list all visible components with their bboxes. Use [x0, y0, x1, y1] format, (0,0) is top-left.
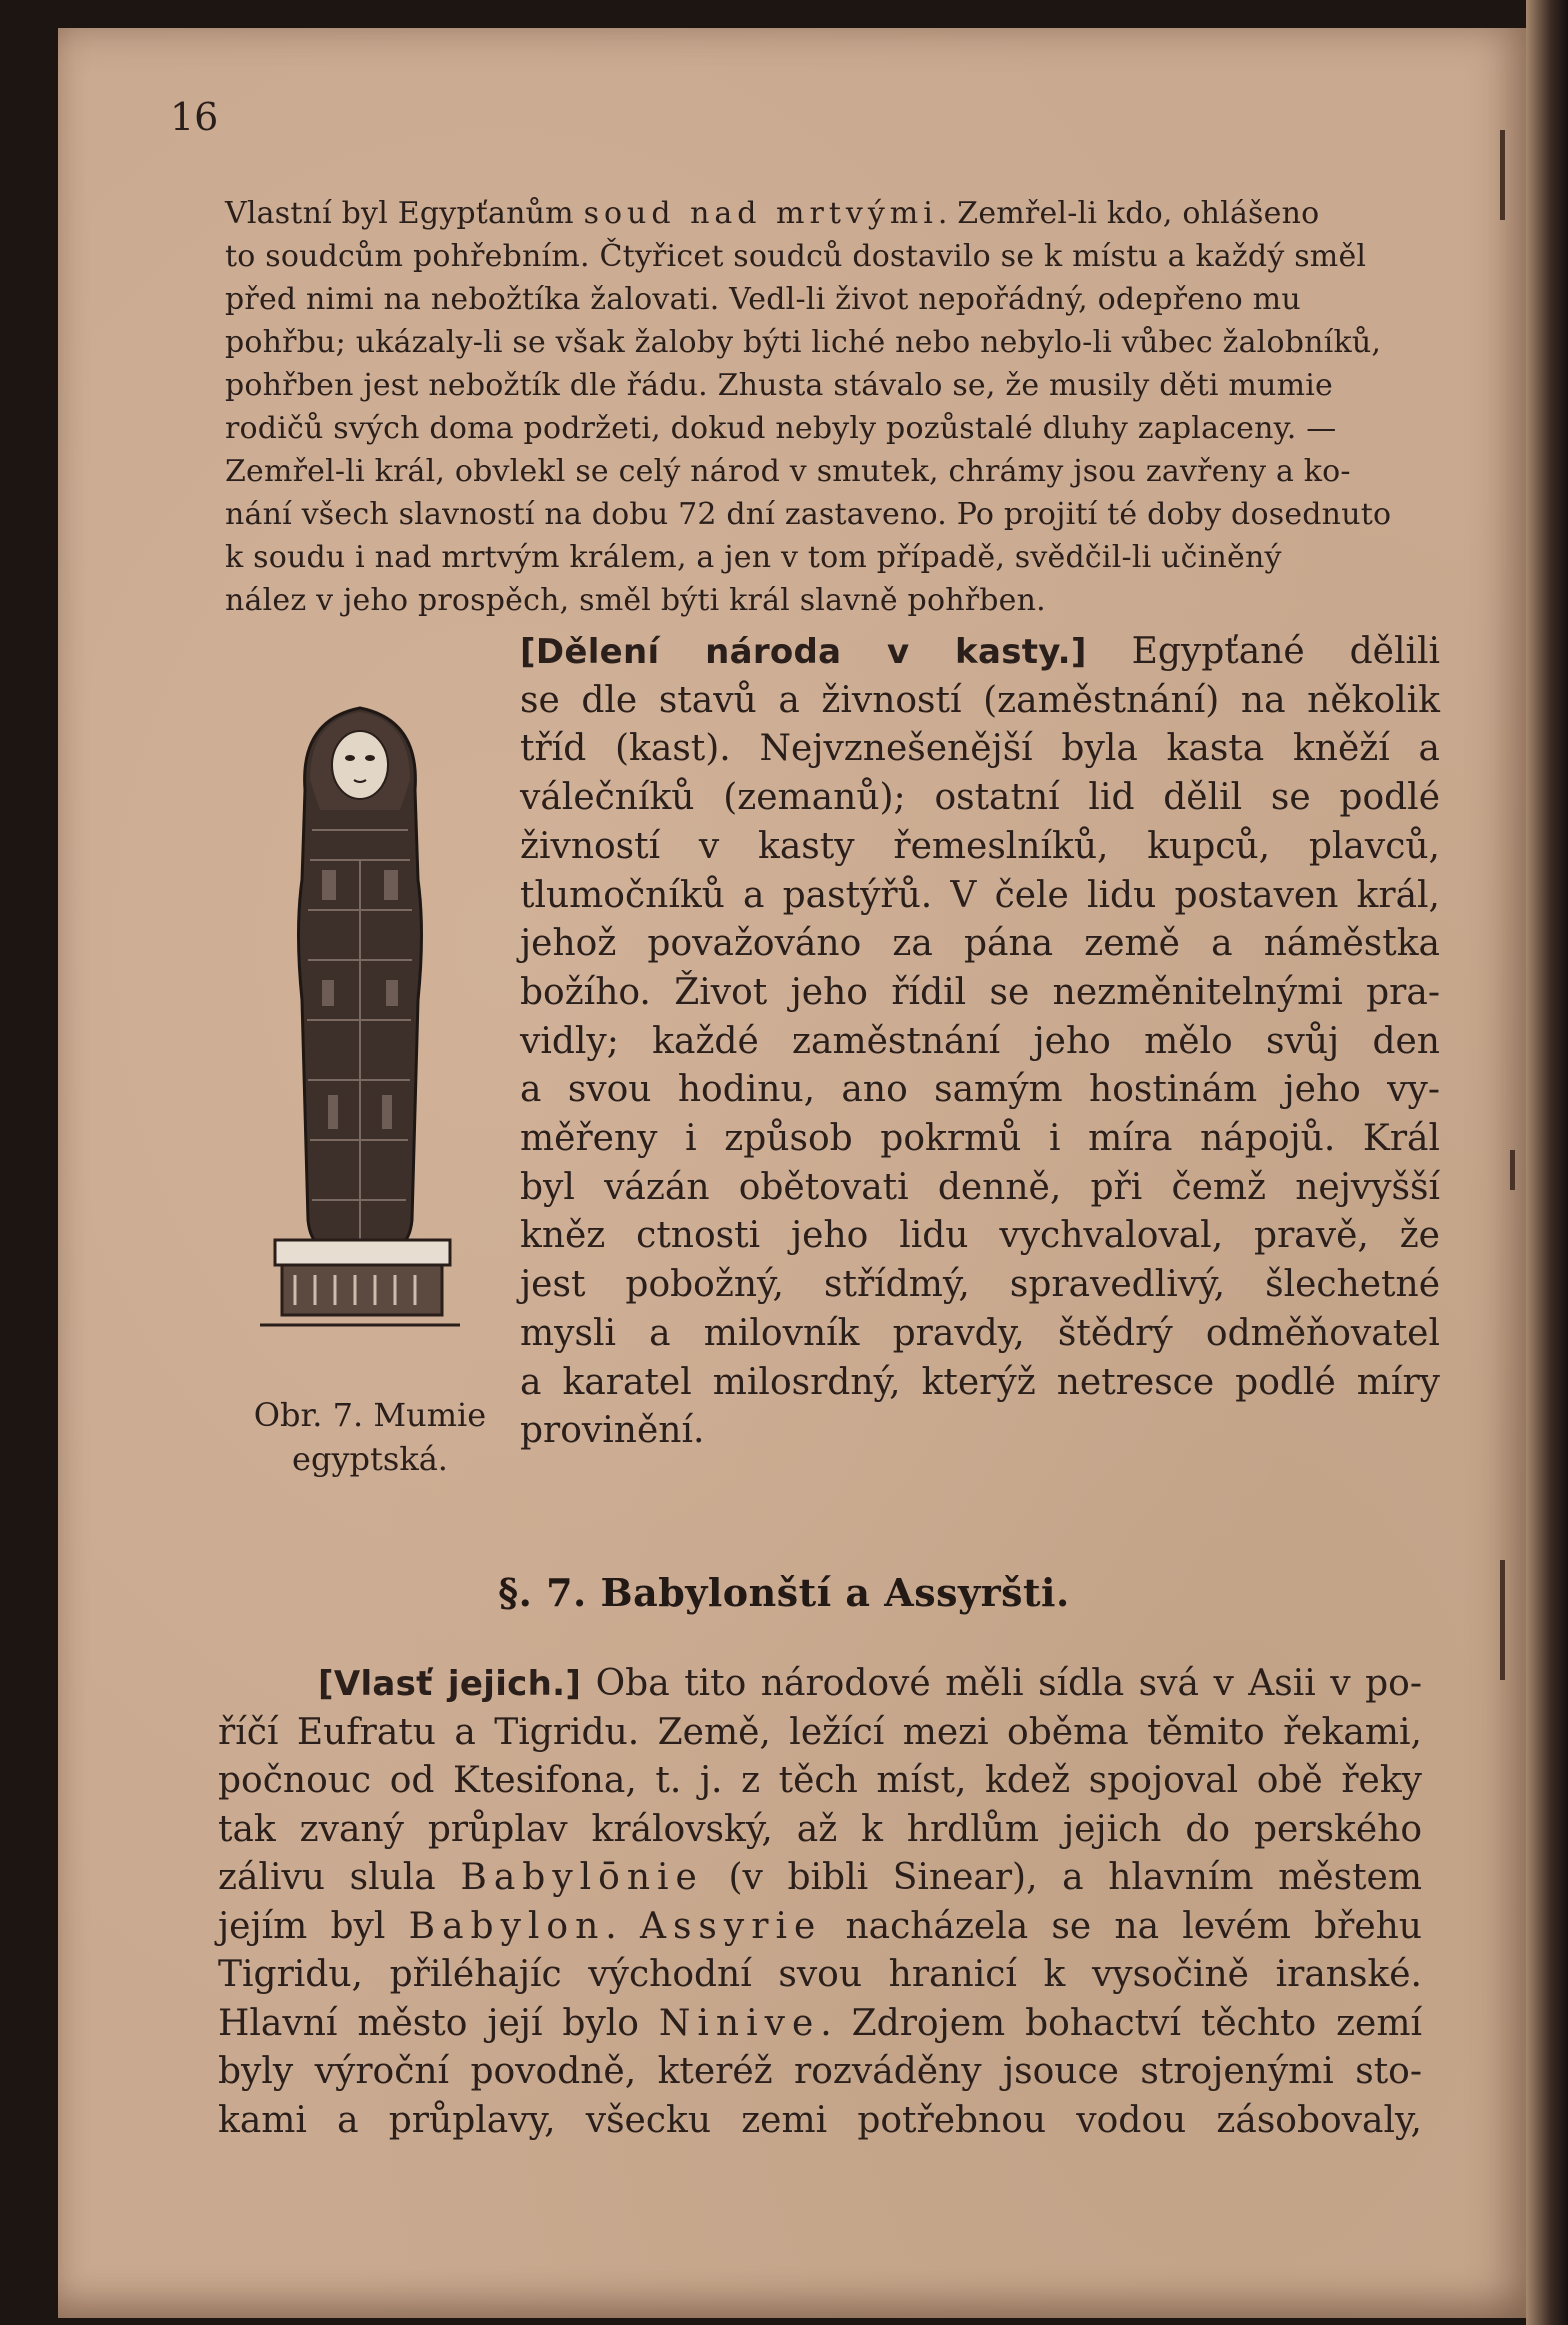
text-line: [Dělení národa v kasty.] Egypťané dělili [520, 631, 1441, 672]
page-edge-mark [1510, 1150, 1515, 1190]
text-line: to soudcům pohřebním. Čtyřicet soudců dostavilo se k místu a každý směl [225, 239, 1367, 274]
text-line: k soudu i nad mrtvým králem, a jen v tom případě, svědčil-li učiněný [225, 540, 1282, 575]
caption-line: egyptská. [292, 1440, 448, 1478]
paragraph-land [218, 1660, 1422, 2145]
text-line: [Vlasť jejich.] Oba tito národové měli sídla svá v Asii v po- [318, 1663, 1422, 1704]
text-line: byl vázán obětovati denně, při čemž nejvyšší [520, 1166, 1440, 1208]
text-line: provinění. [520, 1410, 705, 1452]
text-line: Hlavní město její bylo Ninive. Zdrojem bohactví těchto zemí [218, 2002, 1423, 2044]
sidehead: [Vlasť jejich.] [318, 1664, 582, 1704]
text-line: před nimi na nebožtíka žalovati. Vedl-li život nepořádný, odepřeno mu [225, 282, 1301, 317]
text-line: kami a průplavy, všecku zemi potřebnou vodou zásobovaly, [218, 2099, 1422, 2141]
page-number: 16 [170, 95, 219, 139]
section-title: §. 7. Babylonští a Assyršti. [498, 1570, 1070, 1615]
text-line: se dle stavů a živností (zaměstnání) na několik [520, 679, 1440, 721]
figure-caption [230, 1393, 510, 1481]
text-line: jest pobožný, střídmý, spravedlivý, šlechetné [520, 1264, 1440, 1306]
book-spine-edge [1526, 0, 1568, 2325]
text-line: nání všech slavností na dobu 72 dní zastaveno. Po projití té doby dosednuto [225, 497, 1392, 532]
text-line: vidly; každé zaměstnání jeho mělo svůj den [520, 1020, 1440, 1062]
text-line: počnouc od Ktesifona, t. j. z těch míst, kdež spojoval obě řeky [218, 1760, 1422, 1801]
text-line: mysli a milovník pravdy, štědrý odměňovatel [520, 1312, 1440, 1354]
text-line: živností v kasty řemeslníků, kupců, plavců, [520, 825, 1440, 867]
caption-line: Obr. 7. Mumie [253, 1396, 487, 1434]
text-line: pohřben jest nebožtík dle řádu. Zhusta stávalo se, že musily děti mumie [225, 368, 1333, 403]
text-line: zálivu slula Babylōnie (v bibli Sinear), a hlavním městem [218, 1857, 1422, 1898]
sidehead: [Dělení národa v kasty.] [520, 632, 1087, 672]
paragraph-castes [520, 628, 1440, 1456]
mummy-illustration [250, 700, 470, 1365]
text-line: Zemřel-li král, obvlekl se celý národ v smutek, chrámy jsou zavřeny a ko- [225, 454, 1351, 489]
text-line: tříd (kast). Nejvznešenější byla kasta kněží a [520, 728, 1440, 770]
text-line: tak zvaný průplav královský, až k hrdlům jejich do perského [218, 1808, 1422, 1850]
text-line: byly výroční povodně, kteréž rozváděny jsouce strojenými sto- [218, 2051, 1422, 2092]
text-line: rodičů svých doma podržeti, dokud nebyly pozůstalé dluhy zaplaceny. — [225, 411, 1337, 446]
text-line: tlumočníků a pastýřů. V čele lidu postaven král, [520, 874, 1440, 916]
text-line: pohřbu; ukázaly-li se však žaloby býti liché nebo nebylo-li vůbec žalobníků, [225, 325, 1382, 360]
text-line: jehož považováno za pána země a náměstka [520, 923, 1440, 965]
text-line: říčí Eufratu a Tigridu. Země, ležící mezi oběma těmito řekami, [218, 1711, 1422, 1753]
page-edge-mark [1500, 130, 1505, 220]
text-line: kněz ctnosti jeho lidu vychvaloval, pravě, že [520, 1215, 1440, 1257]
mummy-figure [250, 700, 470, 1365]
text-line: nález v jeho prospěch, směl býti král slavně pohřben. [225, 583, 1046, 618]
text-line: božího. Život jeho řídil se nezměnitelnými pra- [520, 971, 1440, 1013]
text-line: válečníků (zemanů); ostatní lid dělil se podlé [520, 777, 1440, 819]
text-line: Vlastní byl Egypťanům soud nad mrtvými. Zemřel-li kdo, ohlášeno [225, 196, 1320, 231]
text-line: měřeny i způsob pokrmů i míra nápojů. Král [520, 1118, 1440, 1160]
text-line: Tigridu, přiléhajíc východní svou hranicí k vysočině iranské. [218, 1954, 1422, 1995]
text-line: jejím byl Babylon. Assyrie nacházela se na levém břehu [218, 1905, 1422, 1947]
text-line: a svou hodinu, ano samým hostinám jeho vy- [520, 1069, 1440, 1111]
text-line: a karatel milosrdný, kterýž netresce podlé míry [520, 1361, 1440, 1403]
paragraph-trial [225, 192, 1435, 622]
